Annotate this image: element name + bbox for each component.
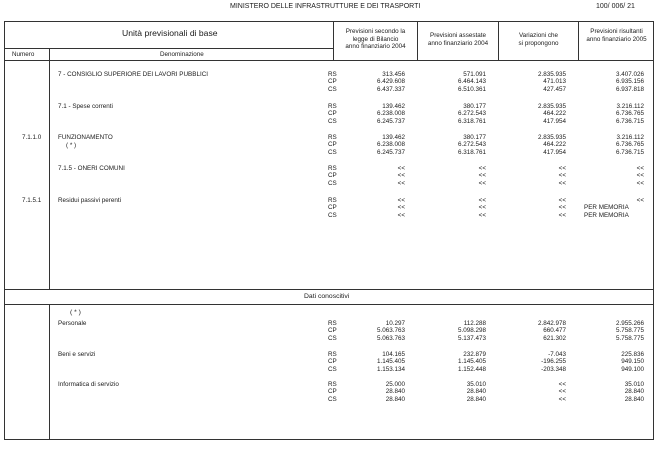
value-prev-risultanti: 28.840 bbox=[624, 395, 644, 403]
value-prev-assestate: 1.145.405 bbox=[457, 358, 486, 366]
row-code: RS bbox=[328, 197, 337, 204]
value-variazioni: << bbox=[558, 179, 566, 187]
dati-note: ( * ) bbox=[70, 309, 81, 316]
unita-divider bbox=[4, 48, 333, 49]
row-code: CP bbox=[328, 172, 337, 180]
value-variazioni: 464.222 bbox=[543, 110, 566, 118]
value-prev-legge: 28.840 bbox=[385, 388, 405, 396]
section-label: 7.1 - Spese correnti bbox=[58, 103, 113, 110]
value-prev-legge: 139.462 bbox=[382, 103, 405, 110]
value-prev-assestate: << bbox=[478, 165, 486, 172]
col-denominazione: Denominazione bbox=[160, 51, 204, 58]
value-variazioni: << bbox=[558, 388, 566, 396]
section-label: FUNZIONAMENTO bbox=[58, 134, 113, 141]
value-prev-risultanti: 35.010 bbox=[624, 381, 644, 388]
value-prev-assestate: << bbox=[478, 172, 486, 180]
value-prev-assestate: 28.840 bbox=[466, 395, 486, 403]
numero-col-line bbox=[49, 48, 50, 289]
value-prev-assestate: 571.091 bbox=[463, 71, 486, 78]
row-code: RS bbox=[328, 103, 337, 110]
value-variazioni: 2.835.935 bbox=[537, 134, 566, 141]
value-variazioni: << bbox=[558, 165, 566, 172]
col-variazioni: Variazioni che si propongono bbox=[518, 32, 559, 47]
dati-top-rule bbox=[4, 289, 654, 290]
section-numero: 7.1.1.0 bbox=[22, 134, 42, 141]
value-prev-assestate: 35.010 bbox=[466, 381, 486, 388]
value-prev-legge: 25.000 bbox=[385, 381, 405, 388]
value-prev-risultanti: PER MEMORIA bbox=[584, 204, 629, 212]
row-code: RS bbox=[328, 165, 337, 172]
value-variazioni: 427.457 bbox=[543, 85, 566, 93]
row-code: CP bbox=[328, 78, 337, 86]
value-prev-legge: 1.153.134 bbox=[376, 365, 405, 373]
value-prev-legge: 28.840 bbox=[385, 395, 405, 403]
value-prev-risultanti: 949.100 bbox=[621, 365, 644, 373]
section-label: 7 - CONSIGLIO SUPERIORE DEI LAVORI PUBBLICI bbox=[58, 71, 208, 78]
row-code: CS bbox=[328, 85, 337, 93]
value-prev-legge: << bbox=[397, 204, 405, 212]
value-prev-assestate: 1.152.448 bbox=[457, 365, 486, 373]
value-prev-risultanti: 949.150 bbox=[621, 358, 644, 366]
value-prev-legge: << bbox=[397, 172, 405, 180]
section-label: Residui passivi perenti bbox=[58, 197, 121, 204]
value-prev-risultanti: 6.736.715 bbox=[615, 148, 644, 156]
col-prev-risultanti: Previsioni risultanti anno finanziario 2005 bbox=[586, 28, 647, 43]
value-prev-assestate: 112.288 bbox=[463, 320, 486, 327]
value-prev-risultanti: 6.736.765 bbox=[615, 110, 644, 118]
value-prev-assestate: 6.464.143 bbox=[457, 78, 486, 86]
value-prev-assestate: << bbox=[478, 204, 486, 212]
row-code: CP bbox=[328, 204, 337, 212]
value-prev-assestate: 28.840 bbox=[466, 388, 486, 396]
value-prev-risultanti: 6.736.765 bbox=[615, 141, 644, 149]
row-code: CS bbox=[328, 395, 337, 403]
value-prev-legge: 1.145.405 bbox=[376, 358, 405, 366]
row-code: RS bbox=[328, 381, 337, 388]
value-prev-legge: << bbox=[397, 179, 405, 187]
value-prev-legge: 5.063.763 bbox=[376, 327, 405, 335]
value-prev-assestate: 6.272.543 bbox=[457, 110, 486, 118]
value-prev-risultanti: 6.937.818 bbox=[615, 85, 644, 93]
row-code: CP bbox=[328, 388, 337, 396]
value-prev-risultanti: 3.216.112 bbox=[616, 134, 644, 141]
value-prev-assestate: 380.177 bbox=[463, 103, 486, 110]
value-variazioni: -7.043 bbox=[548, 351, 566, 358]
value-prev-risultanti: 6.736.715 bbox=[615, 117, 644, 125]
value-prev-legge: 10.297 bbox=[385, 320, 405, 327]
value-variazioni: 660.477 bbox=[543, 327, 566, 335]
value-variazioni: << bbox=[558, 211, 566, 219]
value-prev-risultanti: << bbox=[636, 197, 644, 204]
col-prev-legge: Previsioni secondo la legge di Bilancio anno finanziario 2004 bbox=[345, 28, 406, 51]
row-code: RS bbox=[328, 320, 337, 327]
value-variazioni: 2.842.978 bbox=[537, 320, 566, 327]
value-variazioni: 2.835.935 bbox=[537, 103, 566, 110]
value-prev-risultanti: 28.840 bbox=[624, 388, 644, 396]
value-prev-legge: 5.063.763 bbox=[376, 334, 405, 342]
row-code: CS bbox=[328, 334, 337, 342]
value-prev-legge: 6.429.608 bbox=[376, 78, 405, 86]
value-variazioni: 417.954 bbox=[543, 148, 566, 156]
row-code: CP bbox=[328, 110, 337, 118]
unita-title: Unità previsionali di base bbox=[122, 28, 218, 38]
value-prev-risultanti: 225.836 bbox=[621, 351, 644, 358]
value-prev-assestate: 232.879 bbox=[463, 351, 486, 358]
numero-col-line-lower bbox=[49, 304, 50, 440]
value-prev-legge: << bbox=[397, 197, 405, 204]
value-variazioni: 471.013 bbox=[543, 78, 566, 86]
value-prev-legge: 313.456 bbox=[382, 71, 405, 78]
row-code: CP bbox=[328, 327, 337, 335]
value-prev-risultanti: << bbox=[636, 179, 644, 187]
value-variazioni: 2.835.935 bbox=[537, 71, 566, 78]
row-code: CP bbox=[328, 358, 337, 366]
value-prev-assestate: 6.510.361 bbox=[457, 85, 486, 93]
value-prev-risultanti: << bbox=[636, 172, 644, 180]
value-prev-assestate: 6.318.761 bbox=[457, 148, 486, 156]
row-code: CS bbox=[328, 179, 337, 187]
value-prev-risultanti: 2.955.266 bbox=[615, 320, 644, 327]
section-numero: 7.1.5.1 bbox=[22, 197, 42, 204]
value-prev-legge: << bbox=[397, 211, 405, 219]
value-prev-risultanti: << bbox=[636, 165, 644, 172]
dati-row-label: Beni e servizi bbox=[58, 351, 96, 358]
value-prev-legge: << bbox=[397, 165, 405, 172]
value-prev-legge: 139.462 bbox=[382, 134, 405, 141]
value-prev-legge: 6.238.008 bbox=[376, 110, 405, 118]
value-prev-assestate: 5.137.473 bbox=[457, 334, 486, 342]
row-code: RS bbox=[328, 71, 337, 78]
row-code: CS bbox=[328, 117, 337, 125]
header-bottom-rule bbox=[4, 60, 654, 61]
ministry-title: MINISTERO DELLE INFRASTRUTTURE E DEI TRASPORTI bbox=[230, 3, 421, 10]
value-prev-risultanti: 3.216.112 bbox=[616, 103, 644, 110]
section-sub: ( * ) bbox=[66, 142, 77, 149]
value-variazioni: 464.222 bbox=[543, 141, 566, 149]
value-variazioni: << bbox=[558, 381, 566, 388]
dati-row-label: Informatica di servizio bbox=[58, 381, 119, 388]
value-variazioni: << bbox=[558, 197, 566, 204]
value-variazioni: -196.255 bbox=[541, 358, 566, 366]
value-prev-assestate: 6.272.543 bbox=[457, 141, 486, 149]
value-prev-assestate: << bbox=[478, 179, 486, 187]
dati-bottom-rule bbox=[4, 304, 654, 305]
value-variazioni: 621.302 bbox=[543, 334, 566, 342]
row-code: CS bbox=[328, 211, 337, 219]
row-code: CS bbox=[328, 148, 337, 156]
page-reference: 100/ 006/ 21 bbox=[596, 3, 635, 10]
col-numero: Numero bbox=[12, 51, 35, 58]
value-variazioni: << bbox=[558, 204, 566, 212]
row-code: RS bbox=[328, 351, 337, 358]
value-prev-risultanti: 5.758.775 bbox=[615, 327, 644, 335]
value-prev-legge: 6.238.008 bbox=[376, 141, 405, 149]
value-prev-assestate: 5.098.298 bbox=[457, 327, 486, 335]
value-prev-legge: 104.165 bbox=[382, 351, 405, 358]
value-prev-risultanti: 6.935.156 bbox=[615, 78, 644, 86]
row-code: RS bbox=[328, 134, 337, 141]
value-variazioni: << bbox=[558, 395, 566, 403]
section-label: 7.1.5 - ONERI COMUNI bbox=[58, 165, 125, 172]
value-prev-legge: 6.245.737 bbox=[376, 117, 405, 125]
dati-row-label: Personale bbox=[58, 320, 87, 327]
value-variazioni: << bbox=[558, 172, 566, 180]
row-code: CS bbox=[328, 365, 337, 373]
value-variazioni: -203.348 bbox=[541, 365, 566, 373]
value-prev-risultanti: 3.407.026 bbox=[615, 71, 644, 78]
col-prev-assestate: Previsioni assestate anno finanziario 2004 bbox=[427, 32, 489, 47]
value-prev-legge: 6.437.337 bbox=[376, 85, 405, 93]
value-prev-legge: 6.245.737 bbox=[376, 148, 405, 156]
value-prev-assestate: << bbox=[478, 211, 486, 219]
value-prev-assestate: 380.177 bbox=[463, 134, 486, 141]
value-variazioni: 417.954 bbox=[543, 117, 566, 125]
value-prev-assestate: 6.318.761 bbox=[457, 117, 486, 125]
dati-conoscitivi-title: Dati conoscitivi bbox=[304, 293, 350, 300]
row-code: CP bbox=[328, 141, 337, 149]
value-prev-risultanti: 5.758.775 bbox=[615, 334, 644, 342]
value-prev-risultanti: PER MEMORIA bbox=[584, 211, 629, 219]
value-prev-assestate: << bbox=[478, 197, 486, 204]
